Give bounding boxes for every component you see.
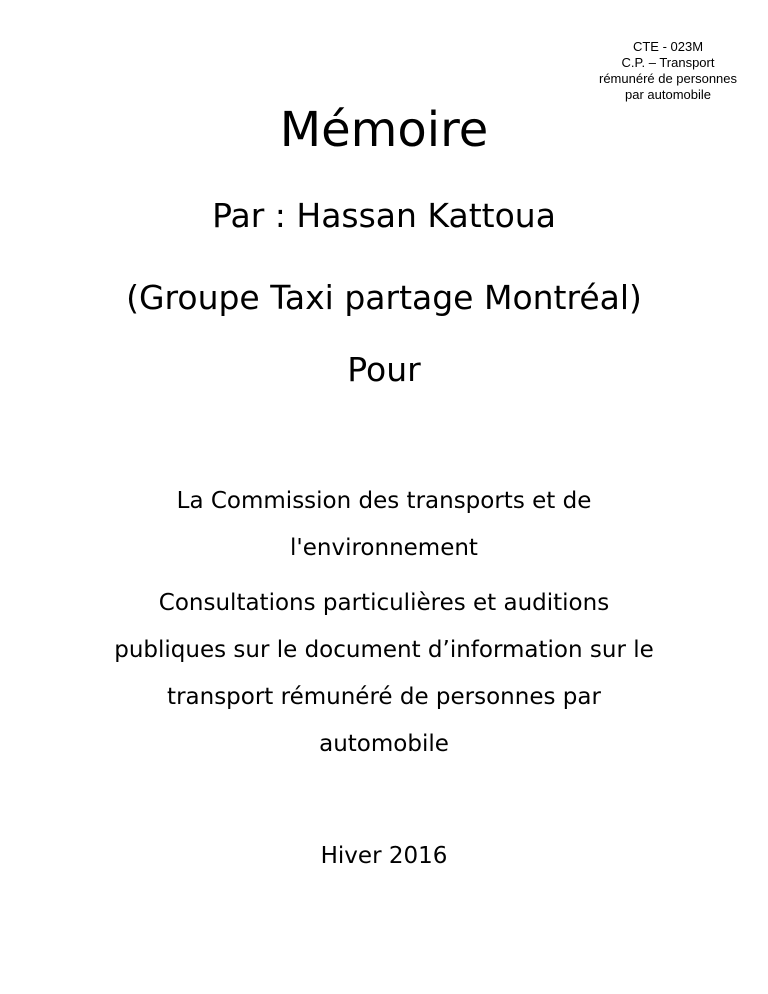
for-label: Pour [347,350,421,389]
document-reference [580,39,756,103]
document-date: Hiver 2016 [320,843,448,869]
organization-line: (Groupe Taxi partage Montréal) [126,278,642,317]
consultations-line-4: automobile [319,731,449,757]
reference-line-4: par automobile [625,87,711,102]
document-title: Mémoire [279,102,489,158]
consultations-line-3: transport rémunéré de personnes par [167,684,601,710]
commission-line-1: La Commission des transports et de [176,488,592,514]
reference-line-2: C.P. – Transport [621,55,715,70]
commission-name [0,478,768,572]
reference-line-3: rémunéré de personnes [598,71,738,86]
commission-line-2: l'environnement [290,535,478,561]
author-line: Par : Hassan Kattoua [212,196,556,235]
consultations-description [0,580,768,768]
consultations-line-2: publiques sur le document d’information sur le [114,637,654,663]
reference-code: CTE - 023M [632,39,704,54]
consultations-line-1: Consultations particulières et auditions [158,590,610,616]
